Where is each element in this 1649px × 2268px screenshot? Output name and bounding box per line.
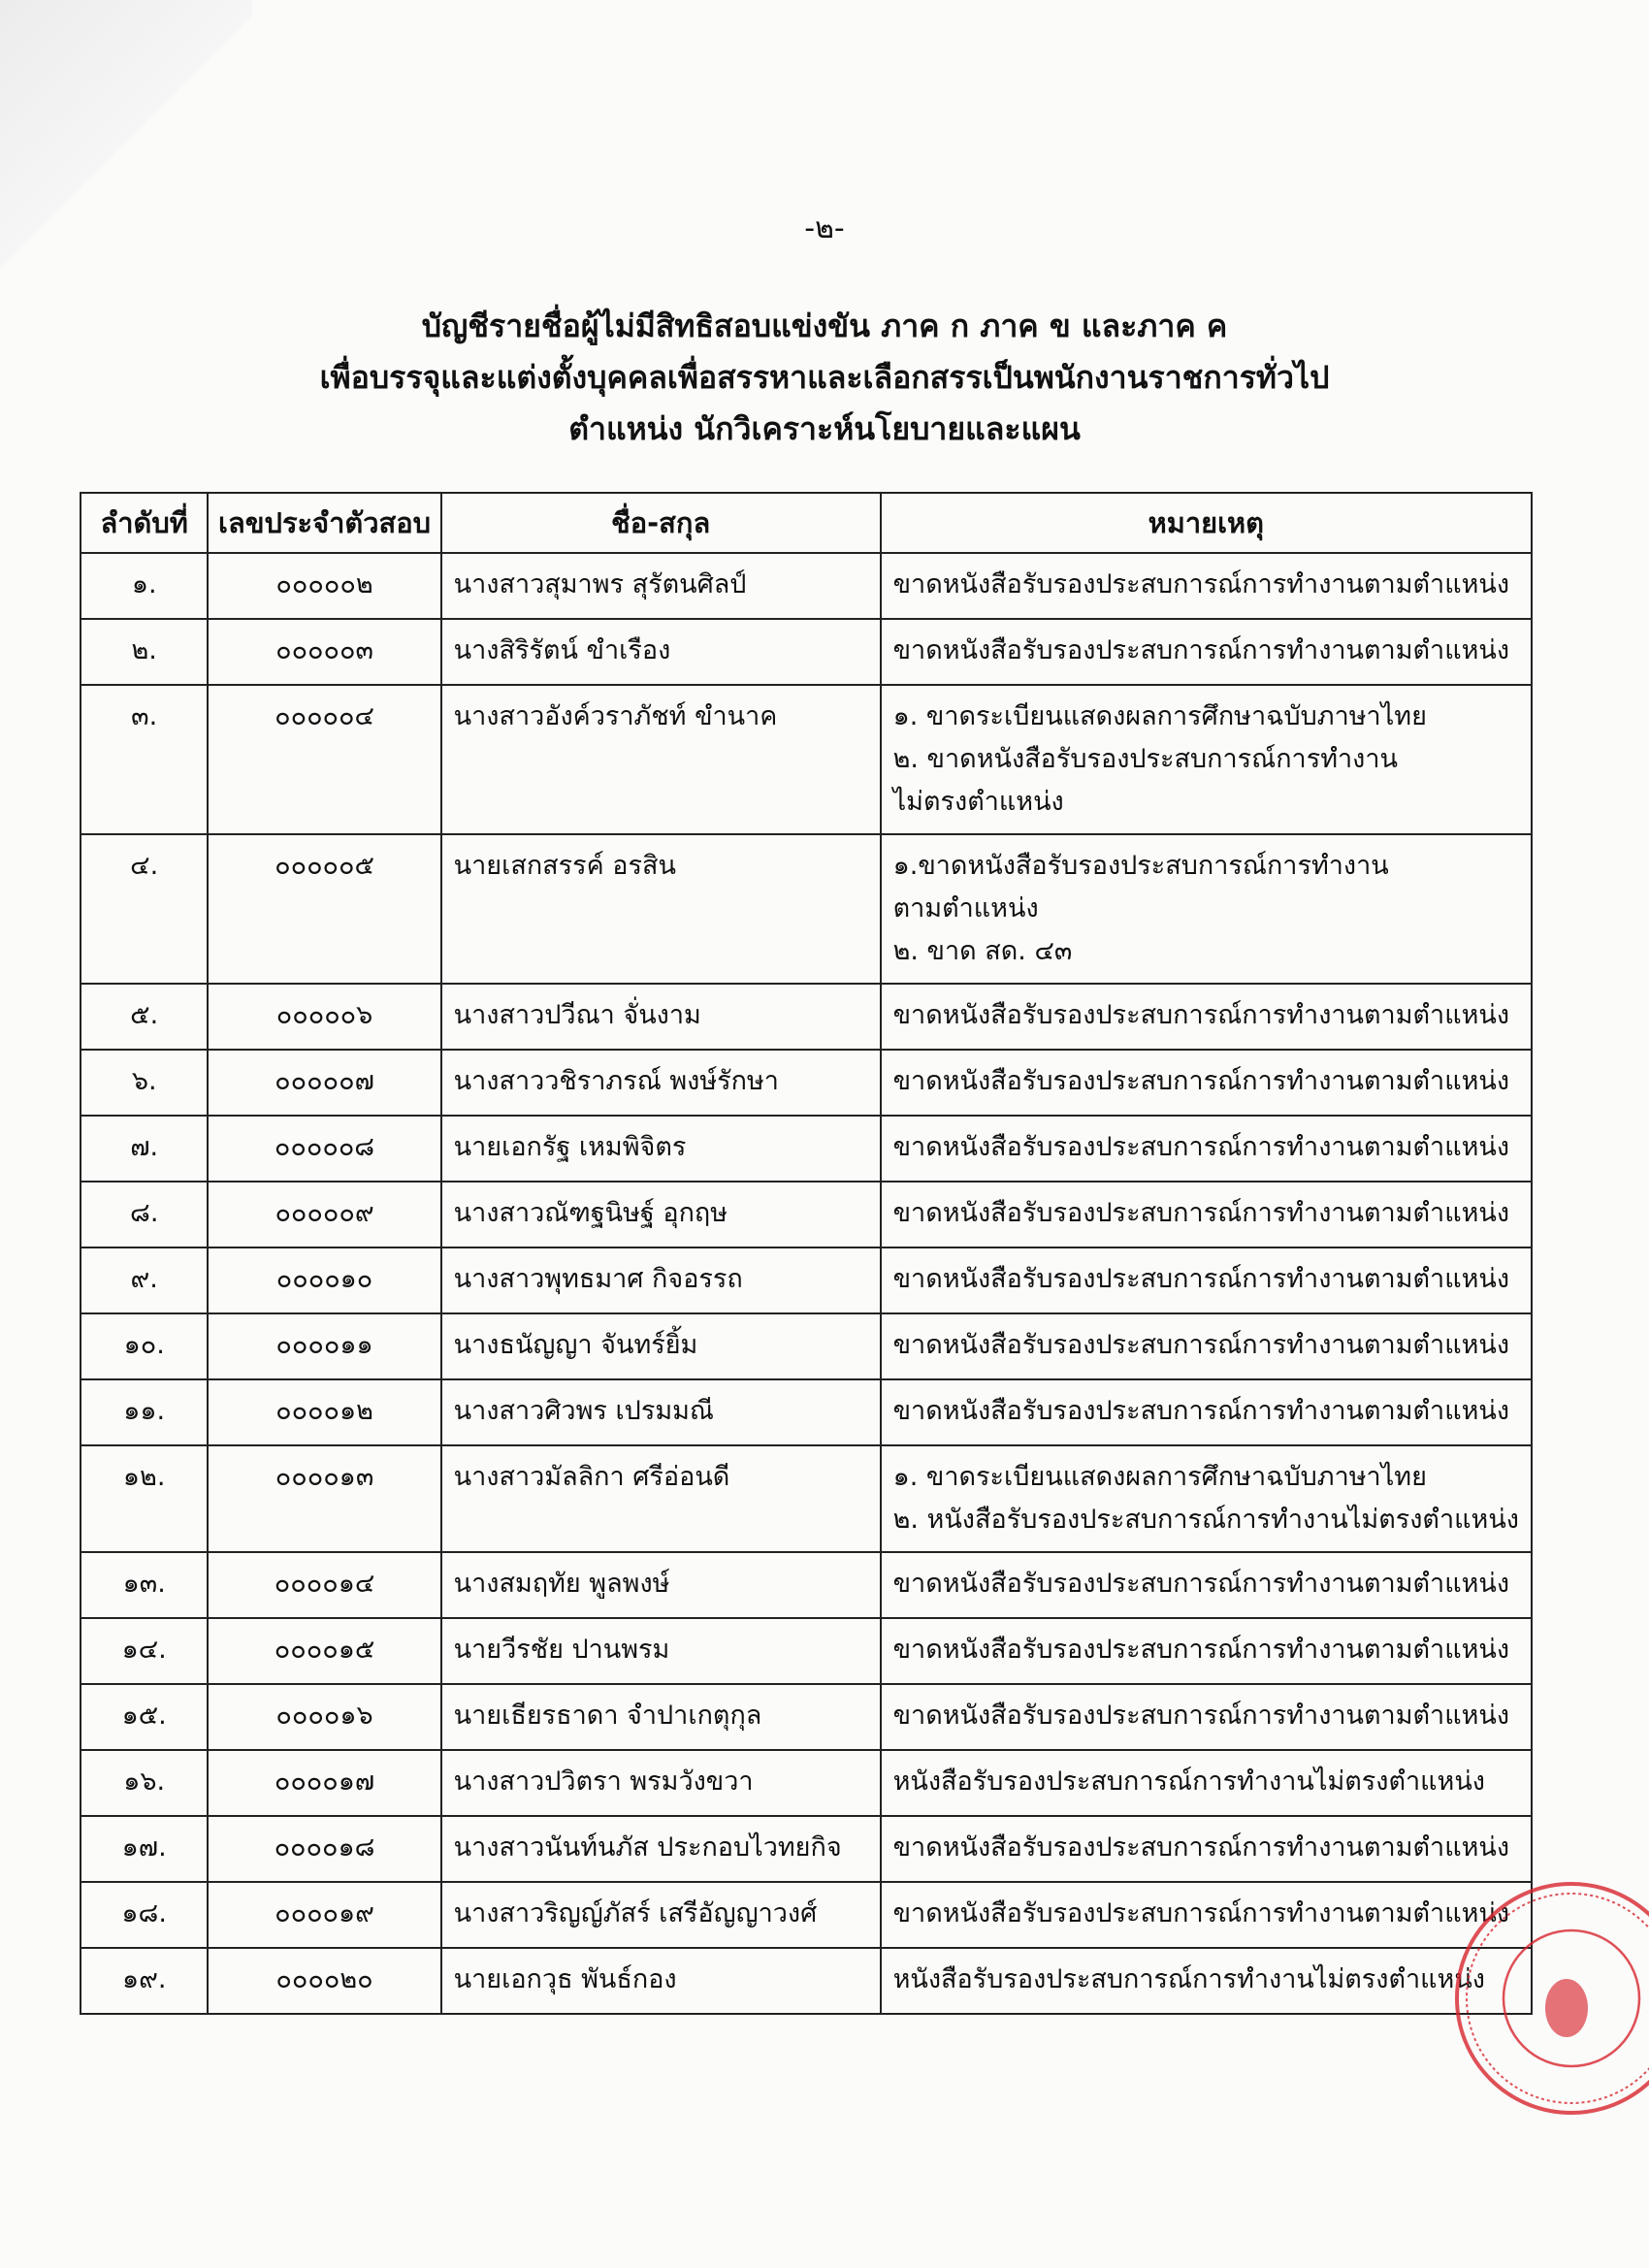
title-line: เพื่อบรรจุและแต่งตั้งบุคคลเพื่อสรรหาและเลือกสรรเป็นพนักงานราชการทั่วไป	[319, 359, 1330, 396]
exam-id: ๐๐๐๐๑๙	[208, 1882, 440, 1948]
title-line: ตำแหน่ง นักวิเคราะห์นโยบายและแผน	[568, 410, 1081, 447]
candidate-name: นางสมฤทัย พูลพงษ์	[441, 1552, 881, 1618]
candidate-name: นายเอกรัฐ เหมพิจิตร	[441, 1116, 881, 1182]
table-row	[81, 1552, 1532, 1618]
header-remarks: หมายเหตุ	[881, 493, 1532, 553]
remark-line: ขาดหนังสือรับรองประสบการณ์การทำงานตามตำแหน่ง	[892, 1569, 1510, 1599]
row-number: ๒.	[81, 619, 208, 685]
candidate-name: นางสิริรัตน์ ขำเรือง	[441, 619, 881, 685]
table-row	[81, 1750, 1532, 1816]
table-row	[81, 1882, 1532, 1948]
table-row	[81, 1313, 1532, 1379]
exam-id: ๐๐๐๐๑๘	[208, 1816, 440, 1882]
remarks	[881, 1684, 1532, 1750]
row-number: ๑.	[81, 553, 208, 619]
remark-line: ๑. ขาดระเบียนแสดงผลการศึกษาฉบับภาษาไทย	[892, 701, 1427, 731]
exam-id: ๐๐๐๐๐๘	[208, 1116, 440, 1182]
remark-line: ขาดหนังสือรับรองประสบการณ์การทำงานตามตำแหน่ง	[892, 1330, 1510, 1360]
remarks	[881, 984, 1532, 1050]
remark-line: ขาดหนังสือรับรองประสบการณ์การทำงานตามตำแหน่ง	[892, 1264, 1510, 1294]
candidate-name: นางสาวปวิตรา พรมวังขวา	[441, 1750, 881, 1816]
remarks	[881, 1247, 1532, 1313]
candidate-name: นางสาวริญญ์ภัสร์ เสรีอัญญาวงศ์	[441, 1882, 881, 1948]
table-row	[81, 834, 1532, 984]
remark-line: ขาดหนังสือรับรองประสบการณ์การทำงานตามตำแหน่ง	[892, 1898, 1510, 1928]
table-row	[81, 1618, 1532, 1684]
table-row	[81, 984, 1532, 1050]
remarks	[881, 1116, 1532, 1182]
remark-line: ขาดหนังสือรับรองประสบการณ์การทำงานตามตำแหน่ง	[892, 1198, 1510, 1228]
exam-id: ๐๐๐๐๐๙	[208, 1182, 440, 1247]
candidate-name: นางสาววชิราภรณ์ พงษ์รักษา	[441, 1050, 881, 1116]
remarks	[881, 1816, 1532, 1882]
exam-id: ๐๐๐๐๑๕	[208, 1618, 440, 1684]
row-number: ๑๕.	[81, 1684, 208, 1750]
remark-line: ขาดหนังสือรับรองประสบการณ์การทำงานตามตำแหน่ง	[892, 1832, 1510, 1863]
remarks	[881, 1379, 1532, 1445]
remark-line: ขาดหนังสือรับรองประสบการณ์การทำงานตามตำแหน่ง	[892, 569, 1510, 599]
exam-id: ๐๐๐๐๑๗	[208, 1750, 440, 1816]
row-number: ๔.	[81, 834, 208, 984]
row-number: ๑๑.	[81, 1379, 208, 1445]
candidate-name: นางสาวณัฑฐนิษฐ์ อุกฤษ	[441, 1182, 881, 1247]
header-no: ลำดับที่	[81, 493, 208, 553]
remark-line: ขาดหนังสือรับรองประสบการณ์การทำงานตามตำแหน่ง	[892, 1635, 1510, 1665]
candidate-name: นางธนัญญา จันทร์ยิ้ม	[441, 1313, 881, 1379]
remarks	[881, 1882, 1532, 1948]
table-row	[81, 553, 1532, 619]
remark-line: ตามตำแหน่ง	[892, 893, 1039, 923]
remark-line: ขาดหนังสือรับรองประสบการณ์การทำงานตามตำแหน่ง	[892, 1000, 1510, 1030]
exam-id: ๐๐๐๐๑๐	[208, 1247, 440, 1313]
exam-id: ๐๐๐๐๐๓	[208, 619, 440, 685]
remarks	[881, 1445, 1532, 1552]
ineligible-candidates-table	[80, 492, 1533, 2015]
table-row	[81, 1445, 1532, 1552]
page-number: -๒-	[804, 211, 845, 245]
remark-line: ๑. ขาดระเบียนแสดงผลการศึกษาฉบับภาษาไทย	[892, 1462, 1427, 1492]
exam-id: ๐๐๐๐๑๑	[208, 1313, 440, 1379]
remarks	[881, 619, 1532, 685]
row-number: ๑๔.	[81, 1618, 208, 1684]
title-line: บัญชีรายชื่อผู้ไม่มีสิทธิสอบแข่งขัน ภาค ก ภาค ข และภาค ค	[421, 308, 1228, 344]
row-number: ๙.	[81, 1247, 208, 1313]
row-number: ๗.	[81, 1116, 208, 1182]
remark-line: ๑.ขาดหนังสือรับรองประสบการณ์การทำงาน	[892, 851, 1389, 881]
candidate-name: นายเธียรธาดา จำปาเกตุกุล	[441, 1684, 881, 1750]
table-row	[81, 685, 1532, 834]
remark-line: หนังสือรับรองประสบการณ์การทำงานไม่ตรงตำแหน่ง	[892, 1964, 1485, 1994]
table-row	[81, 1684, 1532, 1750]
remarks	[881, 834, 1532, 984]
candidate-name: นางสาวศิวพร เปรมมณี	[441, 1379, 881, 1445]
candidate-name: นางสาวมัลลิกา ศรีอ่อนดี	[441, 1445, 881, 1552]
remarks	[881, 685, 1532, 834]
exam-id: ๐๐๐๐๑๒	[208, 1379, 440, 1445]
remark-line: ๒. ขาดหนังสือรับรองประสบการณ์การทำงาน	[892, 744, 1398, 774]
table-row	[81, 1050, 1532, 1116]
row-number: ๑๖.	[81, 1750, 208, 1816]
candidate-name: นางสาวอังค์วราภัชท์ ขำนาค	[441, 685, 881, 834]
row-number: ๑๗.	[81, 1816, 208, 1882]
row-number: ๑๙.	[81, 1948, 208, 2014]
remark-line: ไม่ตรงตำแหน่ง	[892, 787, 1064, 817]
row-number: ๑๓.	[81, 1552, 208, 1618]
table-header-row	[81, 493, 1532, 553]
candidate-name: นางสาวสุมาพร สุรัตนศิลป์	[441, 553, 881, 619]
candidate-name: นางสาวพุทธมาศ กิจอรรถ	[441, 1247, 881, 1313]
table-row	[81, 1816, 1532, 1882]
remark-line: ขาดหนังสือรับรองประสบการณ์การทำงานตามตำแหน่ง	[892, 1066, 1510, 1096]
row-number: ๖.	[81, 1050, 208, 1116]
exam-id: ๐๐๐๐๑๔	[208, 1552, 440, 1618]
remark-line: ขาดหนังสือรับรองประสบการณ์การทำงานตามตำแหน่ง	[892, 1701, 1510, 1731]
remarks	[881, 1313, 1532, 1379]
remarks	[881, 1182, 1532, 1247]
remarks	[881, 1618, 1532, 1684]
row-number: ๓.	[81, 685, 208, 834]
remarks	[881, 1552, 1532, 1618]
header-name: ชื่อ-สกุล	[441, 493, 881, 553]
row-number: ๑๒.	[81, 1445, 208, 1552]
row-number: ๘.	[81, 1182, 208, 1247]
table-row	[81, 1948, 1532, 2014]
exam-id: ๐๐๐๐๒๐	[208, 1948, 440, 2014]
remark-line: ขาดหนังสือรับรองประสบการณ์การทำงานตามตำแหน่ง	[892, 1132, 1510, 1162]
candidate-name: นางสาวนันท์นภัส ประกอบไวทยกิจ	[441, 1816, 881, 1882]
exam-id: ๐๐๐๐๑๖	[208, 1684, 440, 1750]
exam-id: ๐๐๐๐๐๗	[208, 1050, 440, 1116]
remarks	[881, 1948, 1532, 2014]
candidate-name: นายเอกวุธ พันธ์กอง	[441, 1948, 881, 2014]
document-title	[0, 301, 1649, 455]
remark-line: หนังสือรับรองประสบการณ์การทำงานไม่ตรงตำแหน่ง	[892, 1766, 1485, 1797]
remark-line: ขาดหนังสือรับรองประสบการณ์การทำงานตามตำแหน่ง	[892, 1396, 1510, 1426]
exam-id: ๐๐๐๐๐๔	[208, 685, 440, 834]
row-number: ๕.	[81, 984, 208, 1050]
table-row	[81, 1379, 1532, 1445]
exam-id: ๐๐๐๐๐๒	[208, 553, 440, 619]
table-row	[81, 1247, 1532, 1313]
exam-id: ๐๐๐๐๐๖	[208, 984, 440, 1050]
row-number: ๑๐.	[81, 1313, 208, 1379]
remark-line: ๒. ขาด สด. ๔๓	[892, 936, 1073, 966]
remark-line: ขาดหนังสือรับรองประสบการณ์การทำงานตามตำแหน่ง	[892, 635, 1510, 665]
exam-id: ๐๐๐๐๑๓	[208, 1445, 440, 1552]
remarks	[881, 1750, 1532, 1816]
candidate-name: นายวีรชัย ปานพรม	[441, 1618, 881, 1684]
remarks	[881, 553, 1532, 619]
official-seal-stamp	[1445, 1853, 1649, 2144]
header-exam-id: เลขประจำตัวสอบ	[208, 493, 440, 553]
remarks	[881, 1050, 1532, 1116]
remark-line: ๒. หนังสือรับรองประสบการณ์การทำงานไม่ตรงตำแหน่ง	[892, 1505, 1519, 1535]
row-number: ๑๘.	[81, 1882, 208, 1948]
table-row	[81, 1116, 1532, 1182]
candidate-name: นายเสกสรรค์ อรสิน	[441, 834, 881, 984]
table-row	[81, 1182, 1532, 1247]
table-row	[81, 619, 1532, 685]
exam-id: ๐๐๐๐๐๕	[208, 834, 440, 984]
candidate-name: นางสาวปวีณา จั่นงาม	[441, 984, 881, 1050]
